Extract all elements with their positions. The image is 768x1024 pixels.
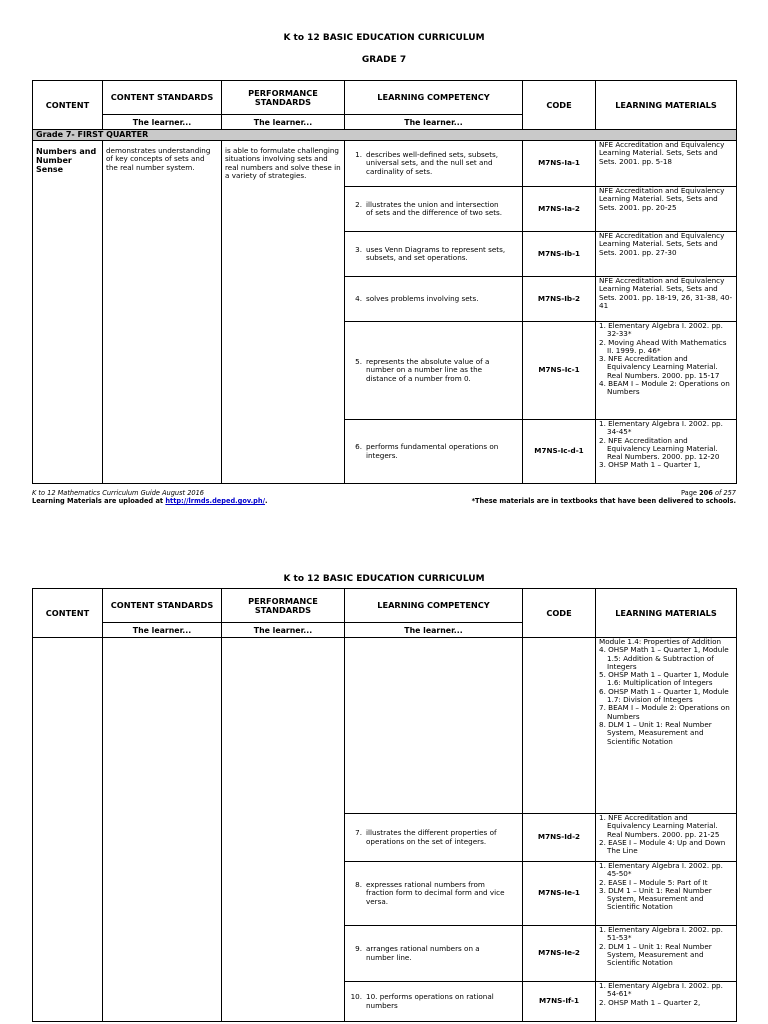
materials-3: NFE Accreditation and Equivalency Learning Material. Sets, Sets and Sets. 2001. pp. 27-30	[596, 232, 737, 277]
grade-title: GRADE 7	[361, 55, 407, 65]
materials-5: 1. Elementary Algebra I. 2002. pp. 32-33* 2. Moving Ahead With Mathematics II. 1999. p. 46* 3. NFE Accreditation and Equivalency Learning Material. Real Numbers. 2000. pp. 15-17 4. BEAM I – Module 2: Operations on Numbers	[596, 322, 737, 420]
document-title: K to 12 BASIC EDUCATION CURRICULUM	[283, 574, 485, 584]
materials-7: 1. NFE Accreditation and Equivalency Learning Material. Real Numbers. 2000. pp. 21-25 2. EASE I – Module 4: Up and Down The Line	[596, 814, 737, 862]
materials-6: 1. Elementary Algebra I. 2002. pp. 34-45* 2. NFE Accreditation and Equivalency Learning Material. Real Numbers. 2000. pp. 12-20 3. OHSP Math 1 – Quarter 1,	[596, 420, 737, 484]
code-7: M7NS-Id-2	[523, 814, 596, 862]
materials-10: 1. Elementary Algebra I. 2002. pp. 54-61* 2. OHSP Math 1 – Quarter 2,	[596, 982, 737, 1022]
performance-standard-empty	[222, 638, 345, 1022]
curriculum-table-continued	[32, 588, 737, 1022]
competency-7: 7. illustrates the different properties of operations on the set of integers.	[345, 814, 523, 862]
code-8: M7NS-Ie-1	[523, 862, 596, 926]
code-2: M7NS-Ia-2	[523, 187, 596, 232]
code-continued	[523, 638, 596, 814]
sub-header: The learner...	[345, 115, 523, 130]
materials-1: NFE Accreditation and Equivalency Learning Material. Sets, Sets and Sets. 2001. pp. 5-18	[596, 141, 737, 187]
materials-9: 1. Elementary Algebra I. 2002. pp. 51-53* 2. DLM 1 – Unit 1: Real Number System, Measurement and Scientific Notation	[596, 926, 737, 982]
performance-standard: is able to formulate challenging situations involving sets and real numbers and solve these in a variety of strategies.	[222, 141, 345, 484]
col-content: CONTENT	[33, 589, 103, 638]
lrmds-link[interactable]: http://lrmds.deped.gov.ph/	[165, 497, 266, 505]
sub-header: The learner...	[103, 623, 222, 638]
competency-8: 8. expresses rational numbers from fraction form to decimal form and vice versa.	[345, 862, 523, 926]
code-1: M7NS-Ia-1	[523, 141, 596, 187]
competency-4: 4. solves problems involving sets.	[345, 277, 523, 322]
code-9: M7NS-Ie-2	[523, 926, 596, 982]
curriculum-table	[32, 80, 737, 484]
content-standard-empty	[103, 638, 222, 1022]
sub-header: The learner...	[222, 115, 345, 130]
col-content-standards: CONTENT STANDARDS	[103, 81, 222, 115]
document-title: K to 12 BASIC EDUCATION CURRICULUM	[283, 33, 485, 43]
code-5: M7NS-Ic-1	[523, 322, 596, 420]
competency-9: 9. arranges rational numbers on a number line.	[345, 926, 523, 982]
col-learning-materials: LEARNING MATERIALS	[596, 81, 737, 130]
col-content: CONTENT	[33, 81, 103, 130]
col-content-standards: CONTENT STANDARDS	[103, 589, 222, 623]
competency-2: 2. illustrates the union and intersection of sets and the difference of two sets.	[345, 187, 523, 232]
competency-3: 3. uses Venn Diagrams to represent sets, subsets, and set operations.	[345, 232, 523, 277]
competency-10: 10. 10. performs operations on rational numbers	[345, 982, 523, 1022]
code-6: M7NS-Ic-d-1	[523, 420, 596, 484]
sub-header: The learner...	[103, 115, 222, 130]
competency-continued	[345, 638, 523, 814]
materials-8: 1. Elementary Algebra I. 2002. pp. 45-50* 2. EASE I – Module 5: Part of It 3. DLM 1 – Unit 1: Real Number System, Measurement and Scientific Notation	[596, 862, 737, 926]
code-10: M7NS-If-1	[523, 982, 596, 1022]
content-domain-empty	[33, 638, 103, 1022]
col-learning-competency: LEARNING COMPETENCY	[345, 81, 523, 115]
materials-continued: Module 1.4: Properties of Addition 4. OHSP Math 1 – Quarter 1, Module 1.5: Addition & Subtraction of Integers 5. OHSP Math 1 – Quarter 1, Module 1.6: Multiplication of Integers 6. OHSP Math 1 – Quarter 1, Module 1.7: Division of Integers 7. BEAM I – Module 2: Operations on Numbers 8. DLM 1 – Unit 1: Real Number System, Measurement and Scientific Notation	[596, 638, 737, 814]
sub-header: The learner...	[222, 623, 345, 638]
footer-guide: K to 12 Mathematics Curriculum Guide August 2016	[32, 489, 204, 497]
competency-5: 5. represents the absolute value of a number on a number line as the distance of a number from 0.	[345, 322, 523, 420]
col-performance-standards: PERFORMANCE STANDARDS	[222, 589, 345, 623]
page-207	[0, 560, 768, 1024]
competency-6: 6. performs fundamental operations on integers.	[345, 420, 523, 484]
col-learning-competency: LEARNING COMPETENCY	[345, 589, 523, 623]
materials-2: NFE Accreditation and Equivalency Learning Material. Sets, Sets and Sets. 2001. pp. 20-25	[596, 187, 737, 232]
content-domain: Numbers and Number Sense	[33, 141, 103, 484]
materials-4: NFE Accreditation and Equivalency Learning Material. Sets, Sets and Sets. 2001. pp. 18-19, 26, 31-38, 40-41	[596, 277, 737, 322]
col-code: CODE	[523, 81, 596, 130]
col-performance-standards: PERFORMANCE STANDARDS	[222, 81, 345, 115]
footer-note: *These materials are in textbooks that have been delivered to schools.	[471, 497, 736, 505]
code-4: M7NS-Ib-2	[523, 277, 596, 322]
footer-page: Page 206 of 257	[681, 489, 736, 497]
col-code: CODE	[523, 589, 596, 638]
quarter-banner: Grade 7- FIRST QUARTER	[33, 130, 737, 141]
content-standard: demonstrates understanding of key concepts of sets and the real number system.	[103, 141, 222, 484]
footer-uploaded: Learning Materials are uploaded at http://lrmds.deped.gov.ph/.	[32, 497, 268, 505]
code-3: M7NS-Ib-1	[523, 232, 596, 277]
sub-header: The learner...	[345, 623, 523, 638]
competency-1: 1. describes well-defined sets, subsets, universal sets, and the null set and cardinality of sets.	[345, 141, 523, 187]
col-learning-materials: LEARNING MATERIALS	[596, 589, 737, 638]
